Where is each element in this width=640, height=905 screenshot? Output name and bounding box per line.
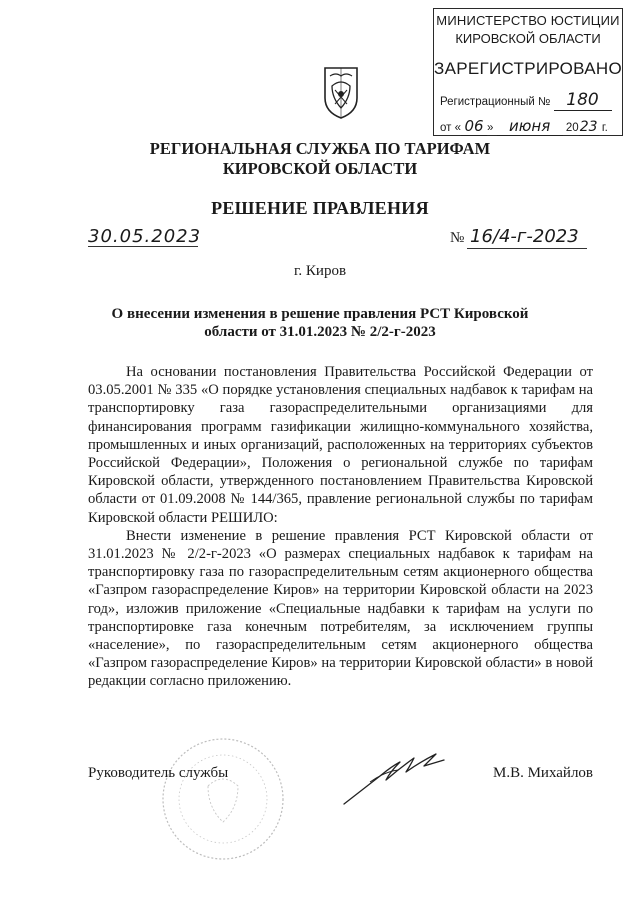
body-paragraph-2: Внести изменение в решение правления РСТ Кировской области от 31.01.2023 № 2/2-г-2023 «О размерах специальных надбавок к тарифам на транспортировку газа по газораспределительным сетям акционерного общества «Газпром газораспределение Киров» на территории Кировской области на 2023 год», изложив приложение «Специальные надбавки к тарифам на услуги по транспортировке газа конечным потребителям, за исключением группы «население», по газораспределительным сетям акционерного общества «Газпром газораспределение Киров» на территории Кировской области» в новой редакции согласно приложению.: [88, 527, 593, 690]
org-name-line2: КИРОВСКОЙ ОБЛАСТИ: [222, 159, 418, 178]
document-title: РЕШЕНИЕ ПРАВЛЕНИЯ: [211, 198, 429, 218]
number-underline: [467, 248, 587, 249]
subject-line1: О внесении изменения в решение правления РСТ Кировской: [111, 306, 529, 322]
signer-position: Руководитель службы: [88, 765, 229, 781]
registration-stamp: [433, 8, 623, 136]
body-paragraph-1: На основании постановления Правительства Российской Федерации от 03.05.2001 № 335 «О порядке установления специальных надбавок к тарифам на транспортировку газа газораспределительными организациями для финансирования программ газификации жилищно-коммунального хозяйства, промышленных и иных организаций, расположенных на территориях субъектов Российской Федерации», Положения о региональной службе по тарифам Кировской области, утвержденного постановлением Правительства Кировской области от 01.09.2008 № 144/365, правление региональной службы по тарифам Кировской области РЕШИЛО:: [88, 364, 593, 526]
stamp-reg-label: Регистрационный №: [440, 96, 551, 108]
handwritten-signature: [340, 742, 450, 812]
stamp-reg-number: 180: [554, 90, 612, 111]
stamp-registered: ЗАРЕГИСТРИРОВАНО: [434, 59, 622, 78]
stamp-date-row: [440, 117, 608, 136]
decision-number: 16/4-г-2023: [470, 226, 579, 247]
official-seal-icon: [158, 734, 288, 864]
signer-name: М.В. Михайлов: [493, 765, 594, 781]
stamp-date-g: г.: [601, 122, 608, 134]
stamp-date-year-prefix: 20: [565, 122, 579, 134]
stamp-date-day: 06: [461, 117, 487, 136]
decision-date: 30.05.2023: [88, 226, 202, 247]
number-label: №: [450, 230, 465, 246]
subject-line2: области от 31.01.2023 № 2/2-г-2023: [204, 324, 436, 340]
stamp-date-from: от «: [440, 122, 462, 134]
stamp-date-month: июня: [497, 117, 563, 136]
coat-of-arms-icon: [322, 64, 360, 120]
stamp-region: КИРОВСКОЙ ОБЛАСТИ: [455, 31, 601, 46]
stamp-date-year-suffix: 23: [579, 119, 598, 135]
stamp-date-close: »: [487, 122, 494, 134]
stamp-reg-number-row: [440, 90, 612, 111]
city: г. Киров: [293, 263, 347, 279]
org-name-line1: РЕГИОНАЛЬНАЯ СЛУЖБА ПО ТАРИФАМ: [149, 139, 491, 158]
date-underline: [88, 246, 198, 247]
stamp-ministry: МИНИСТЕРСТВО ЮСТИЦИИ: [436, 13, 620, 28]
document-body: [88, 363, 593, 691]
